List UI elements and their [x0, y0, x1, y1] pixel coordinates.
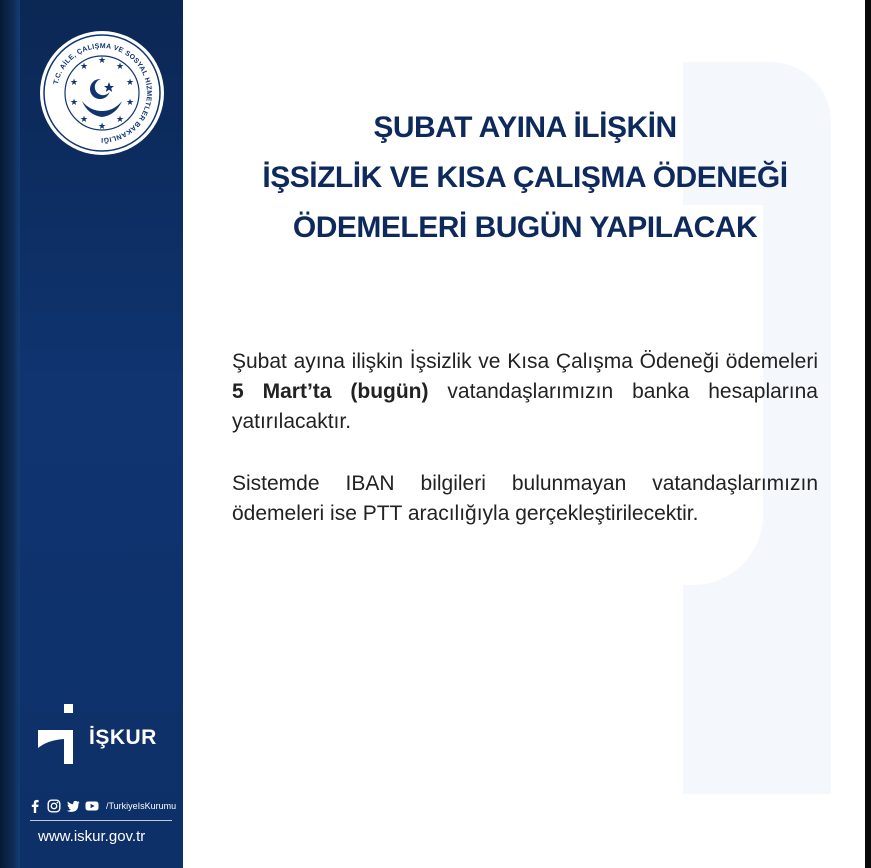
- headline-line-1: ŞUBAT AYINA İLİŞKİN: [373, 111, 677, 144]
- right-edge-strip: [865, 0, 871, 868]
- seal-text: T.C. AİLE, ÇALIŞMA VE SOSYAL HİZMETLER BAKANLIĞI: [52, 42, 153, 144]
- twitter-icon[interactable]: [66, 799, 80, 813]
- paragraph-1-after: vatandaşlarımızın banka hesaplarına yatırılacaktır.: [232, 380, 818, 433]
- website-link[interactable]: www.iskur.gov.tr: [38, 828, 146, 845]
- body-text: [232, 347, 818, 529]
- ministry-seal-icon: [38, 29, 166, 157]
- headline-line-2: İŞSİZLİK VE KISA ÇALIŞMA ÖDENEĞİ: [262, 161, 788, 194]
- paragraph-2: Sistemde IBAN bilgileri bulunmayan vatandaşlarımızın ödemeleri ise PTT aracılığıyla gerçekleştirilecektir.: [232, 472, 818, 525]
- svg-text:★: ★: [79, 62, 89, 72]
- social-handle[interactable]: /TurkiyeIsKurumu: [106, 801, 177, 811]
- svg-text:★: ★: [79, 115, 89, 125]
- svg-text:★: ★: [125, 78, 135, 88]
- headline: [200, 103, 850, 253]
- svg-text:★: ★: [115, 115, 125, 125]
- sidebar-divider: [30, 820, 172, 821]
- svg-text:★: ★: [97, 56, 107, 66]
- facebook-icon[interactable]: [28, 799, 42, 813]
- headline-line-3: ÖDEMELERİ BUGÜN YAPILACAK: [292, 211, 758, 244]
- paragraph-1-before: Şubat ayına ilişkin İşsizlik ve Kısa Çalışma Ödeneği ödemeleri: [232, 350, 818, 373]
- social-row: [28, 798, 176, 814]
- left-edge-strip: [0, 0, 20, 868]
- svg-text:★: ★: [69, 78, 79, 88]
- svg-text:★: ★: [97, 122, 107, 132]
- iskur-brand: İŞKUR: [89, 726, 157, 749]
- svg-text:★: ★: [69, 98, 79, 108]
- paragraph-1: [232, 347, 818, 437]
- svg-text:★: ★: [115, 62, 125, 72]
- instagram-icon[interactable]: [47, 799, 61, 813]
- paragraph-1-highlight: 5 Mart’ta (bugün): [232, 380, 429, 403]
- svg-text:★: ★: [125, 98, 135, 108]
- youtube-icon[interactable]: [85, 799, 99, 813]
